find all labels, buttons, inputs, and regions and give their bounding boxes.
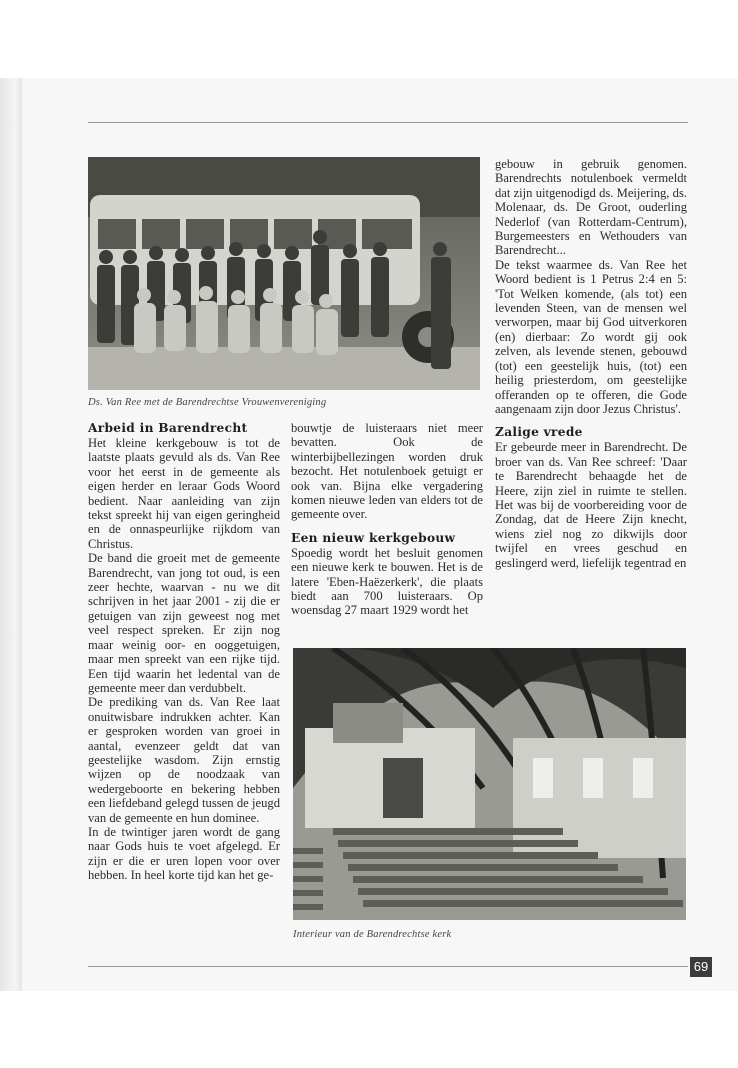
group-photo-bus [88,157,480,390]
col3-paragraph-3: Er gebeurde meer in Barendrecht. De broer van ds. Van Ree schreef: 'Daar te Barendrecht behaagde het de Heere, zijn ziel in ruimte te stellen. Het was bij de voorbereiding voor de Zondag, dat de Heere Zijn knecht, wiens ziel nog zo dikwijls door twijfel en vrees geschud en geslingerd werd, liefelijk tegentrad en [495,440,687,570]
col1-paragraph-3: De prediking van ds. Van Ree laat onuitwisbare indrukken achter. Kan er gesproken worden van groei in aantal, evenzeer geldt dat van geestelijke wasdom. Zijn ernstig wijzen op de noodzaak van wedergeboorte en bekering hebben een liefdeband gelegd tussen de jeugd van de gemeente en hun dominee. [88,695,280,825]
church-interior-icon [293,648,686,920]
col3-paragraph-2: De tekst waarmee ds. Van Ree het Woord bedient is 1 Petrus 2:4 en 5: 'Tot Welken komende, (als tot) een levenden Steen, van de mensen wel verworpen, maar bij God uitverkoren (en) dierbaar: Zo wordt gij ook zelven, als levende stenen, gebouwd (tot) een geestelijk huis, (tot) een heilig priesterdom, om geestelijke offeranden op te offeren, die Gode aangenaam zijn door Jezus Christus'. [495,257,687,416]
photo-bottom-caption: Interieur van de Barendrechtse kerk [293,929,452,940]
col1-paragraph-4: In de twintiger jaren wordt de gang naar Gods huis te voet afgelegd. Er zijn er die er uren lopen voor over hebben. In heel korte tijd kan het ge- [88,824,280,883]
bottom-rule [88,966,688,967]
page-number: 69 [690,957,712,977]
col3-paragraph-1: gebouw in gebruik genomen. Barendrechts notulenboek vermeldt dat zijn uitgenodigd ds. Meijering, ds. Molenaar, ds. De Groot, ouderling Nederlof (van Rotterdam-Centrum), Burgemeesters en Wethouders van Barendrecht... [495,157,687,258]
column-1 [88,421,280,883]
heading-arbeid: Arbeid in Barendrecht [88,421,248,435]
col2-paragraph-1: bouwtje de luisteraars niet meer bevatten. Ook de winterbijbellezingen worden druk bezocht. Het notulenboek getuigt er ook van. Bijna elke vergadering komen nieuwe leden van elders tot de gemeente over. [291,421,483,522]
top-rule [88,122,688,123]
col1-paragraph-2: De band die groeit met de gemeente Barendrecht, van jong tot oud, is een zeer hechte, waarvan - nu we dit schrijven in het jaar 2001 - zij die er getuigen van zijn geweest nog met veel respect spreken. Er zijn nog maar weinig oor- en ooggetuigen, maar men spreekt van een rijke tijd. Een tijd waarin het ledental van de gemeente meer dan verdubbelt. [88,551,280,695]
column-2 [291,421,483,618]
col2-paragraph-2: Spoedig wordt het besluit genomen een nieuwe kerk te bouwen. Het is de latere 'Eben-Haëzerkerk', die plaats biedt aan 700 luisteraars. Op woensdag 27 maart 1929 wordt het [291,545,483,618]
column-3 [495,157,687,570]
col1-paragraph-1: Het kleine kerkgebouw is tot de laatste plaats gevuld als ds. Van Ree voor het eerst in de gemeente als eigen herder en leraar Gods Woord bedient. Naar aanleiding van zijn tekst spreekt hij van eigen geringheid en de onnaspeurlijke rijkdom van Christus. [88,436,280,551]
heading-nieuw-kerkgebouw: Een nieuw kerkgebouw [291,530,456,545]
photo-top-caption: Ds. Van Ree met de Barendrechtse Vrouwenvereniging [88,397,327,408]
group-photo-bus-icon [88,157,480,390]
church-interior-photo [293,648,686,920]
heading-zalige-vrede: Zalige vrede [495,425,583,440]
